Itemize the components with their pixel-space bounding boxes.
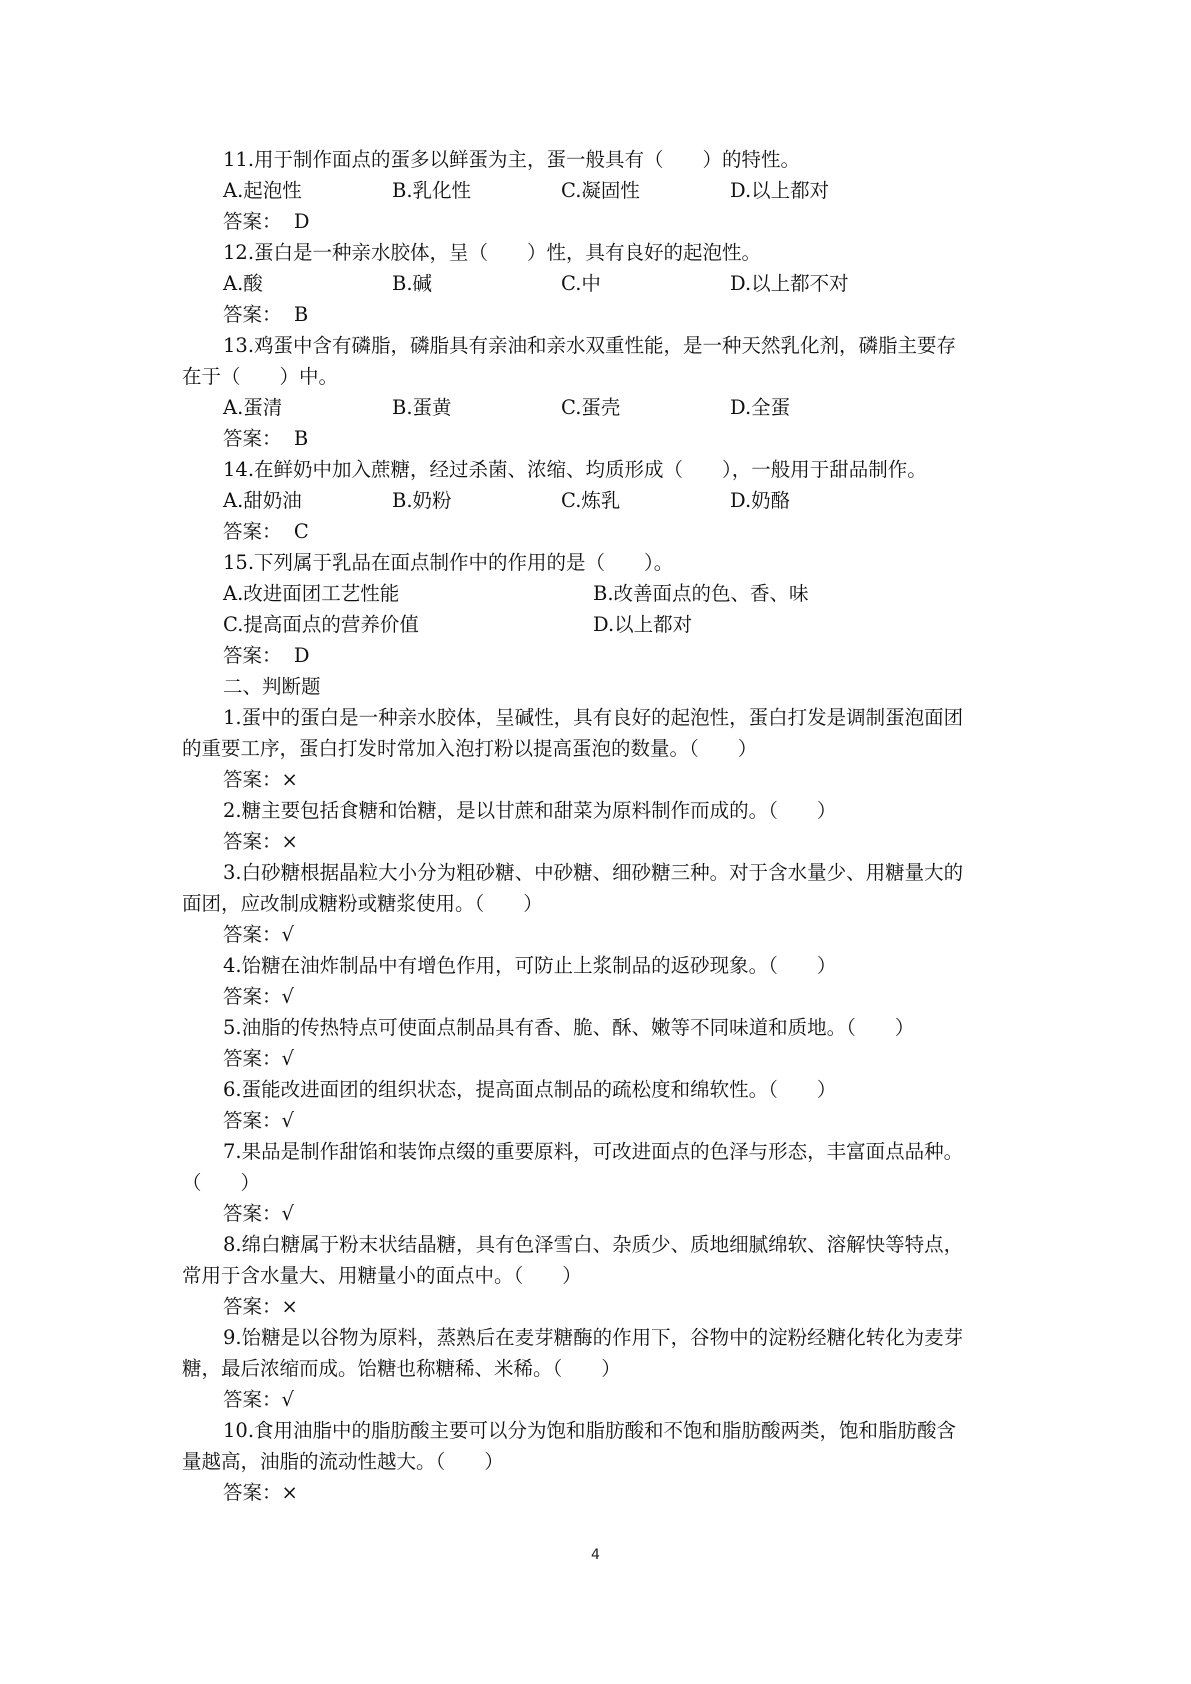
- options-row: [182, 175, 1017, 206]
- option-b: B.改善面点的色、香、味: [593, 582, 809, 605]
- question-text-continued: 糖，最后浓缩而成。饴糖也称糖稀、米稀。（ ）: [182, 1357, 621, 1380]
- answer-text: 答案：×: [223, 1295, 298, 1318]
- question-block: [182, 454, 1017, 547]
- option-d: D.以上都不对: [730, 272, 849, 295]
- option-b: B.蛋黄: [392, 396, 452, 419]
- question-block: [182, 857, 1017, 950]
- option-d: D.以上都对: [593, 613, 693, 636]
- options-row: [182, 485, 1017, 516]
- question-block: [182, 237, 1017, 330]
- question-text: 4.饴糖在油炸制品中有增色作用，可防止上浆制品的返砂现象。（ ）: [223, 954, 837, 977]
- option-c: C.蛋壳: [561, 396, 621, 419]
- question-text: 2.糖主要包括食糖和饴糖，是以甘蔗和甜菜为原料制作而成的。（ ）: [223, 799, 837, 822]
- question-text-continued: 在于（ ）中。: [182, 365, 339, 388]
- options-row: [182, 578, 1017, 609]
- answer-text: 答案：×: [223, 768, 298, 791]
- question-block: [182, 1136, 1017, 1229]
- answer-text: 答案： D: [223, 210, 310, 233]
- question-text-continued: 量越高，油脂的流动性越大。（ ）: [182, 1450, 504, 1473]
- question-block: [182, 1012, 1017, 1074]
- question-text: 9.饴糖是以谷物为原料，蒸熟后在麦芽糖酶的作用下，谷物中的淀粉经糖化转化为麦芽: [223, 1326, 964, 1349]
- question-block: [182, 702, 1017, 795]
- question-text: 8.绵白糖属于粉末状结晶糖，具有色泽雪白、杂质少、质地细腻绵软、溶解快等特点，: [223, 1233, 964, 1256]
- option-b: B.碱: [392, 272, 433, 295]
- option-d: D.全蛋: [730, 396, 791, 419]
- question-block: [182, 144, 1017, 237]
- option-a: A.起泡性: [223, 179, 302, 202]
- option-a: A.酸: [223, 272, 263, 295]
- option-c: C.中: [561, 272, 601, 295]
- page-content: [182, 144, 1017, 1508]
- question-text: 13.鸡蛋中含有磷脂，磷脂具有亲油和亲水双重性能，是一种天然乳化剂，磷脂主要存: [223, 334, 957, 357]
- question-text: 11.用于制作面点的蛋多以鲜蛋为主，蛋一般具有（ ）的特性。: [223, 148, 801, 171]
- question-text: 12.蛋白是一种亲水胶体，呈（ ）性，具有良好的起泡性。: [223, 241, 762, 264]
- question-text: 3.白砂糖根据晶粒大小分为粗砂糖、中砂糖、细砂糖三种。对于含水量少、用糖量大的: [223, 861, 964, 884]
- option-a: A.甜奶油: [223, 489, 302, 512]
- answer-text: 答案：√: [223, 1388, 294, 1411]
- question-text: 15.下列属于乳品在面点制作中的作用的是（ ）。: [223, 551, 674, 574]
- answer-text: 答案：×: [223, 1481, 298, 1504]
- option-c: C.提高面点的营养价值: [223, 613, 419, 636]
- option-b: B.乳化性: [392, 179, 472, 202]
- answer-text: 答案：√: [223, 1047, 294, 1070]
- option-c: C.凝固性: [561, 179, 640, 202]
- question-block: [182, 1229, 1017, 1322]
- question-block: [182, 547, 1017, 671]
- question-block: [182, 1415, 1017, 1508]
- question-text-continued: 面团，应改制成糖粉或糖浆使用。（ ）: [182, 892, 543, 915]
- answer-text: 答案：√: [223, 1109, 294, 1132]
- option-a: A.改进面团工艺性能: [223, 582, 400, 605]
- question-block: [182, 950, 1017, 1012]
- question-block: [182, 1074, 1017, 1136]
- answer-text: 答案：√: [223, 1202, 294, 1225]
- section-heading: 二、判断题: [223, 675, 321, 698]
- question-text: 6.蛋能改进面团的组织状态，提高面点制品的疏松度和绵软性。（ ）: [223, 1078, 837, 1101]
- answer-text: 答案：√: [223, 923, 294, 946]
- question-text: 1.蛋中的蛋白是一种亲水胶体，呈碱性，具有良好的起泡性，蛋白打发是调制蛋泡面团: [223, 706, 964, 729]
- option-b: B.奶粉: [392, 489, 452, 512]
- question-block: [182, 330, 1017, 454]
- question-block: [182, 1322, 1017, 1415]
- answer-text: 答案：×: [223, 830, 298, 853]
- question-text: 5.油脂的传热特点可使面点制品具有香、脆、酥、嫩等不同味道和质地。（ ）: [223, 1016, 915, 1039]
- question-text: 7.果品是制作甜馅和装饰点缀的重要原料，可改进面点的色泽与形态，丰富面点品种。: [223, 1140, 964, 1163]
- question-text-continued: （ ）: [182, 1171, 261, 1194]
- question-block: [182, 795, 1017, 857]
- answer-text: 答案： B: [223, 303, 309, 326]
- question-text: 14.在鲜奶中加入蔗糖，经过杀菌、浓缩、均质形成（ ），一般用于甜品制作。: [223, 458, 927, 481]
- answer-text: 答案： D: [223, 644, 310, 667]
- option-c: C.炼乳: [561, 489, 621, 512]
- answer-text: 答案： B: [223, 427, 309, 450]
- question-text-continued: 常用于含水量大、用糖量小的面点中。（ ）: [182, 1264, 582, 1287]
- options-row: [182, 392, 1017, 423]
- answer-text: 答案：√: [223, 985, 294, 1008]
- option-d: D.以上都对: [730, 179, 830, 202]
- option-a: A.蛋清: [223, 396, 283, 419]
- question-text: 10.食用油脂中的脂肪酸主要可以分为饱和脂肪酸和不饱和脂肪酸两类，饱和脂肪酸含: [223, 1419, 957, 1442]
- question-text-continued: 的重要工序，蛋白打发时常加入泡打粉以提高蛋泡的数量。（ ）: [182, 737, 758, 760]
- options-row: [182, 609, 1017, 640]
- option-d: D.奶酪: [730, 489, 791, 512]
- options-row: [182, 268, 1017, 299]
- page-number: 4: [591, 1547, 600, 1563]
- answer-text: 答案： C: [223, 520, 309, 543]
